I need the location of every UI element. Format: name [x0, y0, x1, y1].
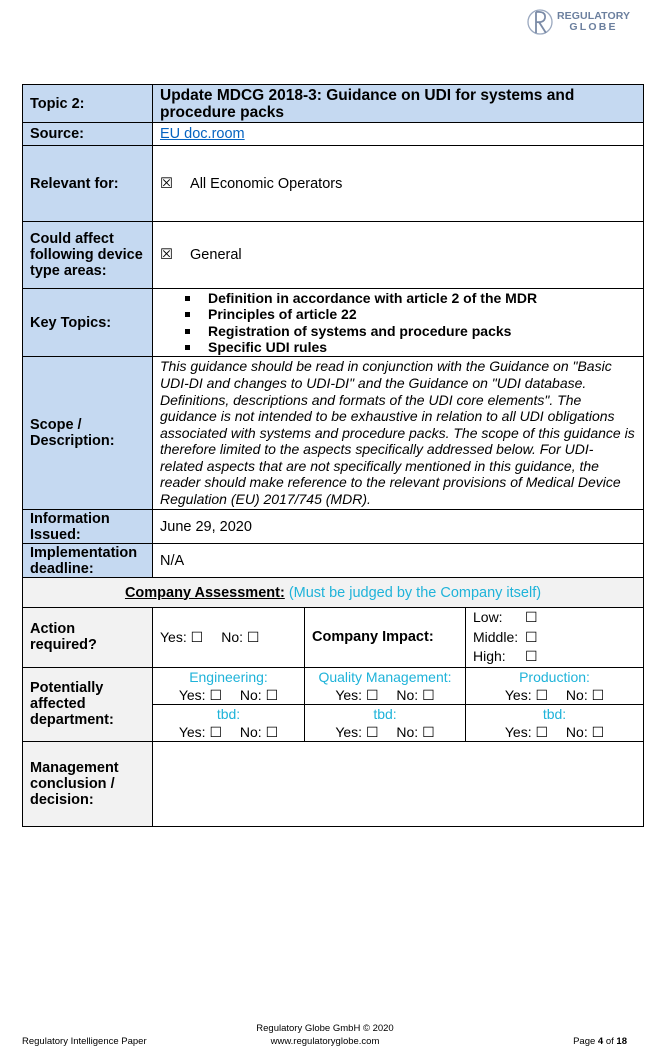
impl-deadline-label: Implementation deadline: [23, 544, 153, 578]
dept-name: tbd: [373, 705, 397, 722]
relevant-checkbox[interactable]: ☒ [160, 175, 173, 192]
key-topics-label: Key Topics: [23, 289, 153, 357]
scope-label: Scope / Description: [23, 357, 153, 510]
action-no-checkbox[interactable]: No: ☐ [221, 628, 260, 645]
impl-deadline-row [23, 544, 644, 578]
key-topic-item: Definition in accordance with article 2 of the MDR [185, 290, 636, 307]
key-topic-item: Specific UDI rules [185, 339, 636, 356]
departments-row-1 [23, 667, 644, 704]
key-topics-row [23, 289, 644, 357]
dept-no-checkbox[interactable]: No: ☐ [396, 723, 435, 740]
impact-middle[interactable]: Middle: ☐ [473, 628, 538, 645]
footer-page-number: Page 4 of 18 [573, 1036, 627, 1047]
footer-center [230, 1022, 420, 1048]
dept-name: tbd: [542, 705, 567, 722]
dept-no-checkbox[interactable]: No: ☐ [565, 723, 605, 740]
key-topic-item: Principles of article 22 [185, 306, 636, 323]
assessment-title: Company Assessment: [124, 584, 285, 601]
impact-low-checkbox[interactable]: ☐ [525, 609, 538, 625]
source-row [23, 123, 644, 146]
affect-label: Could affect following device type areas: [23, 222, 153, 289]
dept-no-checkbox[interactable]: No: ☐ [239, 686, 279, 703]
dept-no-checkbox[interactable]: No: ☐ [565, 686, 605, 703]
assessment-note: (Must be judged by the Company itself) [288, 584, 542, 601]
scope-row [23, 357, 644, 510]
impact-middle-checkbox[interactable]: ☐ [525, 628, 538, 645]
topic-table [22, 84, 644, 827]
info-issued-row [23, 510, 644, 544]
action-yes-checkbox[interactable]: Yes: ☐ [160, 628, 204, 645]
source-link[interactable]: EU doc.room [160, 126, 245, 142]
globe-r-icon [526, 6, 556, 38]
assessment-header [23, 578, 644, 608]
footer-left: Regulatory Intelligence Paper [22, 1036, 147, 1047]
dept-cell [305, 704, 466, 741]
topic-row [23, 85, 644, 123]
scope-text: This guidance should be read in conjunction with the Guidance on "Basic UDI-DI and changes to UDI-DI" and the Guidance on "UDI database. Definitions, descriptions and formats of the UDI core elements". The guidance is not intended to be exhaustive in relation to all UDI obligations associated with systems and procedure packs. The scope of this guidance is therefore limited to the aspects specifically addressed below. For UDI-related aspects that are not specifically mentioned in this guidance, the reader should make reference to the relevant provisions of Medical Device Regulation (EU) 2017/745 (MDR). [153, 357, 644, 510]
relevant-value: All Economic Operators [190, 175, 343, 192]
info-issued-label: Information Issued: [23, 510, 153, 544]
dept-yes-checkbox[interactable]: Yes: ☐ [178, 686, 223, 703]
logo-line1: REGULATORY [557, 10, 631, 22]
dept-yes-checkbox[interactable]: Yes: ☐ [504, 723, 549, 740]
assessment-row [23, 578, 644, 608]
management-row [23, 741, 644, 826]
impact-high-checkbox[interactable]: ☐ [525, 648, 538, 664]
footer-website: www.regulatoryglobe.com [270, 1036, 380, 1047]
dept-name: Engineering: [189, 668, 268, 685]
affect-checkbox[interactable]: ☒ [160, 247, 173, 263]
management-label: Management conclusion / decision: [23, 741, 153, 826]
affect-value: General [190, 247, 242, 263]
dept-yes-checkbox[interactable]: Yes: ☐ [178, 723, 223, 740]
key-topics-list [160, 290, 636, 356]
topic-label: Topic 2: [23, 85, 153, 123]
affect-row [23, 222, 644, 289]
dept-name: Production: [519, 668, 590, 685]
company-impact-label: Company Impact: [305, 608, 466, 668]
dept-cell [305, 667, 466, 704]
regulatory-globe-logo [526, 6, 634, 38]
action-label: Action required? [23, 608, 153, 668]
dept-yes-checkbox[interactable]: Yes: ☐ [504, 686, 549, 703]
logo-line2: GLOBE [569, 21, 618, 33]
impact-high[interactable]: High: ☐ [473, 648, 538, 664]
dept-name: Quality Management: [318, 668, 452, 685]
dept-cell [153, 667, 305, 704]
dept-yes-checkbox[interactable]: Yes: ☐ [335, 686, 379, 703]
key-topic-item: Registration of systems and procedure packs [185, 323, 636, 340]
impl-deadline-value: N/A [153, 544, 644, 578]
dept-no-checkbox[interactable]: No: ☐ [239, 723, 279, 740]
relevant-label: Relevant for: [23, 146, 153, 222]
footer-company: Regulatory Globe GmbH © 2020 [256, 1023, 394, 1034]
management-value[interactable] [153, 741, 644, 826]
source-label: Source: [23, 123, 153, 146]
topic-title: Update MDCG 2018-3: Guidance on UDI for systems and procedure packs [153, 85, 644, 123]
info-issued-value: June 29, 2020 [153, 510, 644, 544]
dept-cell [466, 667, 644, 704]
dept-no-checkbox[interactable]: No: ☐ [396, 686, 435, 703]
dept-cell [153, 704, 305, 741]
dept-name: tbd: [216, 705, 241, 722]
action-row [23, 608, 644, 668]
departments-label: Potentially affected department: [23, 667, 153, 741]
impact-low[interactable]: Low: ☐ [473, 609, 538, 625]
dept-cell [466, 704, 644, 741]
dept-yes-checkbox[interactable]: Yes: ☐ [335, 723, 379, 740]
relevant-row [23, 146, 644, 222]
